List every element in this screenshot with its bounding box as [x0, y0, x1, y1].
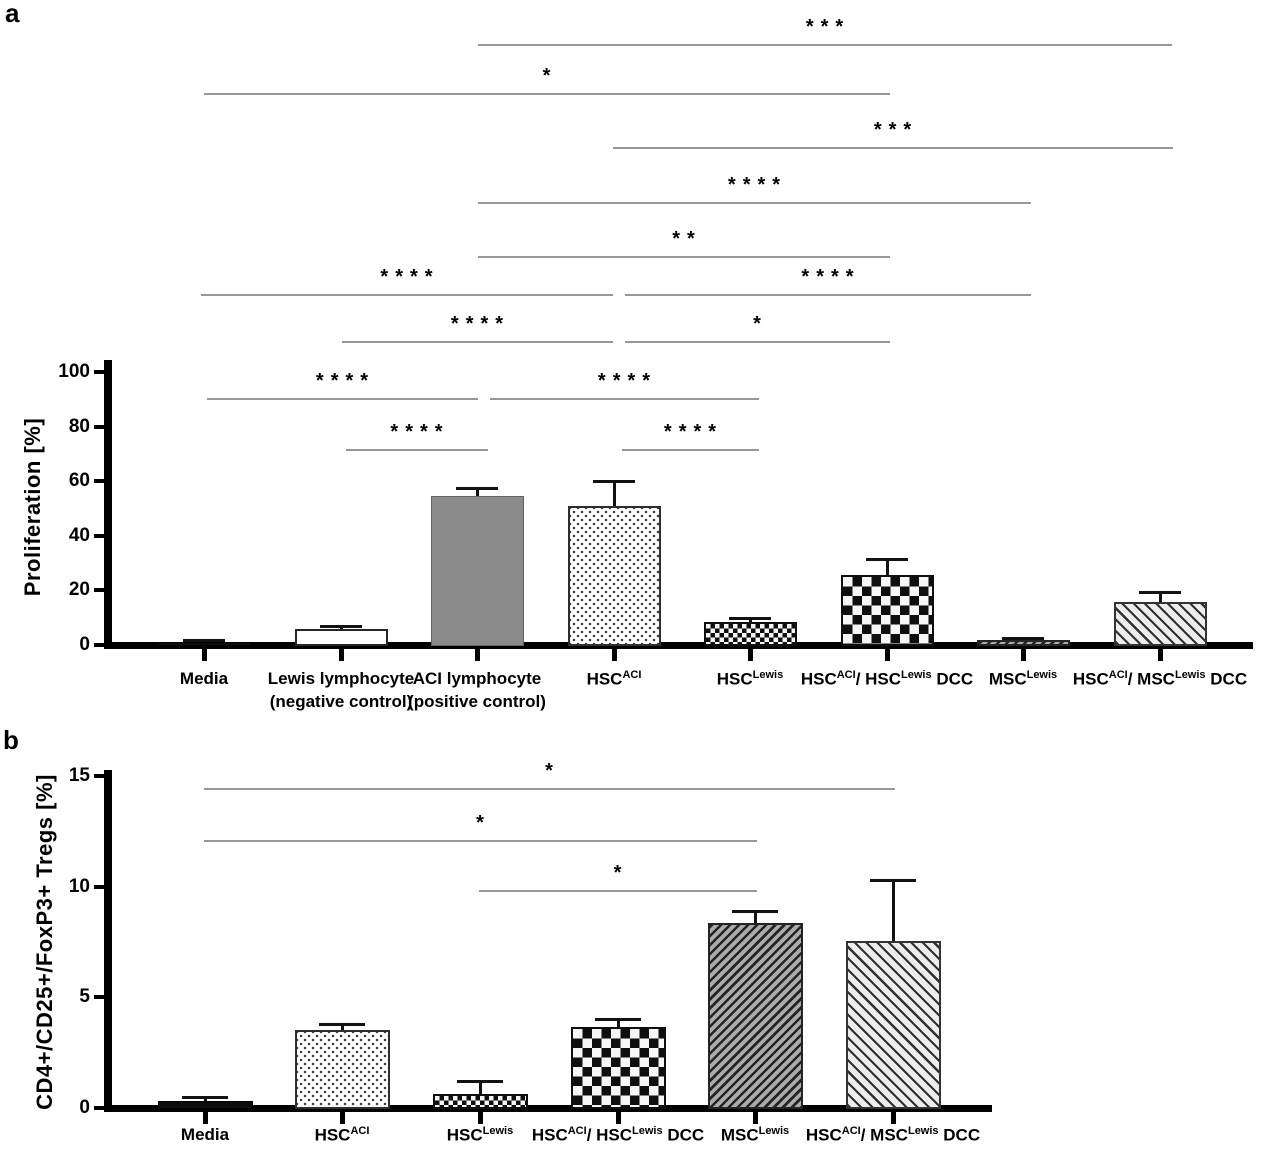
significance-stars-1: *: [476, 812, 491, 834]
y-axis-line: [104, 770, 112, 1112]
x-label-aci-lymphocyte: ACI lymphocyte: [412, 669, 542, 688]
significance-stars-0: ***: [805, 16, 851, 38]
bar-hsc-aci-hsc-lewis-dcc: [571, 1027, 666, 1109]
x-label-hsc-aci-msc-lewis-dcc: $HSC^{ACI}/$ $MSC^{Lewis}$ DCC: [805, 1125, 981, 1145]
significance-stars-0: *: [545, 760, 560, 782]
error-bar-cap-hsc-aci-hsc-lewis-dcc: [595, 1018, 641, 1021]
y-tick-label: 0: [79, 634, 90, 655]
significance-stars-11: ****: [390, 421, 450, 443]
x-tick-hsc-lewis: [478, 1112, 483, 1124]
significance-stars-1: *: [542, 65, 558, 87]
significance-line-2: [479, 890, 757, 892]
x-label-hsc-aci-hsc-lewis-dcc: $HSC^{ACI}/$ $HSC^{Lewis}$ DCC: [800, 669, 974, 689]
y-tick-label: 10: [68, 875, 90, 897]
y-tick-label: 100: [58, 361, 90, 382]
x-label-hsc-aci: $HSC^{ACI}$: [314, 1125, 370, 1145]
y-tick: [94, 885, 104, 889]
x-label-hsc-aci: $HSC^{ACI}$: [586, 669, 642, 689]
x-label-lewis-lymphocyte: Lewis lymphocyte: [267, 669, 415, 688]
error-bar-cap-hsc-lewis: [457, 1080, 503, 1083]
bar-hsc-lewis: [433, 1094, 528, 1109]
error-bar-stem-hsc-aci-msc-lewis-dcc: [892, 880, 895, 946]
x-tick-media: [203, 1112, 208, 1124]
y-tick-label: 5: [79, 986, 90, 1008]
x-sublabel-lewis-lymphocyte: (negative control): [269, 692, 413, 711]
bar-hsc-aci: [295, 1030, 390, 1109]
panel-b-letter: b: [3, 725, 19, 755]
significance-stars-8: *: [753, 313, 768, 335]
significance-stars-7: ****: [450, 313, 511, 335]
panel-a-letter: a: [5, 0, 20, 28]
significance-stars-3: ****: [727, 174, 788, 196]
significance-line-1: [204, 840, 757, 842]
significance-stars-2: *: [613, 862, 629, 884]
x-label-hsc-aci-hsc-lewis-dcc: $HSC^{ACI}/$ $HSC^{Lewis}$ DCC: [531, 1125, 705, 1145]
x-label-media: Media: [180, 1125, 230, 1144]
x-sublabel-aci-lymphocyte: (positive control): [408, 692, 546, 711]
panel-a-y-axis-title: Proliferation [%]: [20, 417, 45, 597]
significance-line-0: [204, 788, 895, 790]
y-tick-label: 15: [68, 764, 90, 786]
x-label-media: Media: [179, 669, 229, 688]
x-label-hsc-aci-msc-lewis-dcc: $HSC^{ACI}/$ $MSC^{Lewis}$ DCC: [1072, 669, 1248, 689]
x-tick-hsc-aci: [340, 1112, 345, 1124]
y-tick-label: 40: [68, 524, 90, 546]
y-tick-label: 20: [68, 579, 90, 601]
significance-stars-2: ***: [873, 119, 919, 141]
x-label-msc-lewis: $MSC^{Lewis}$: [988, 669, 1058, 689]
y-tick-label: 60: [68, 470, 90, 492]
significance-stars-9: ****: [315, 370, 376, 392]
panel-b-y-axis-title: CD4+/CD25+/FoxP3+ Tregs [%]: [32, 774, 57, 1110]
y-tick: [94, 995, 104, 999]
x-label-hsc-lewis: $HSC^{Lewis}$: [716, 669, 784, 689]
x-label-hsc-lewis: $HSC^{Lewis}$: [446, 1125, 514, 1145]
error-bar-cap-hsc-aci-msc-lewis-dcc: [870, 879, 916, 882]
y-tick-label: 80: [68, 415, 90, 437]
bar-hsc-aci-msc-lewis-dcc: [846, 941, 941, 1109]
error-bar-cap-hsc-aci: [319, 1023, 365, 1026]
x-label-msc-lewis: $MSC^{Lewis}$: [720, 1125, 790, 1145]
significance-stars-10: ****: [597, 370, 658, 392]
x-tick-hsc-aci-hsc-lewis-dcc: [616, 1112, 621, 1124]
y-tick: [94, 1106, 104, 1110]
y-tick: [94, 774, 104, 778]
error-bar-cap-media: [182, 1096, 228, 1099]
x-tick-hsc-aci-msc-lewis-dcc: [891, 1112, 896, 1124]
error-bar-cap-msc-lewis: [732, 910, 778, 913]
bar-media: [158, 1101, 253, 1109]
significance-stars-5: ****: [380, 266, 440, 288]
y-tick-label: 0: [79, 1097, 90, 1118]
significance-stars-12: ****: [663, 421, 724, 443]
x-tick-msc-lewis: [753, 1112, 758, 1124]
significance-stars-6: ****: [801, 266, 861, 288]
bar-msc-lewis: [708, 923, 803, 1109]
significance-stars-4: **: [672, 228, 702, 250]
